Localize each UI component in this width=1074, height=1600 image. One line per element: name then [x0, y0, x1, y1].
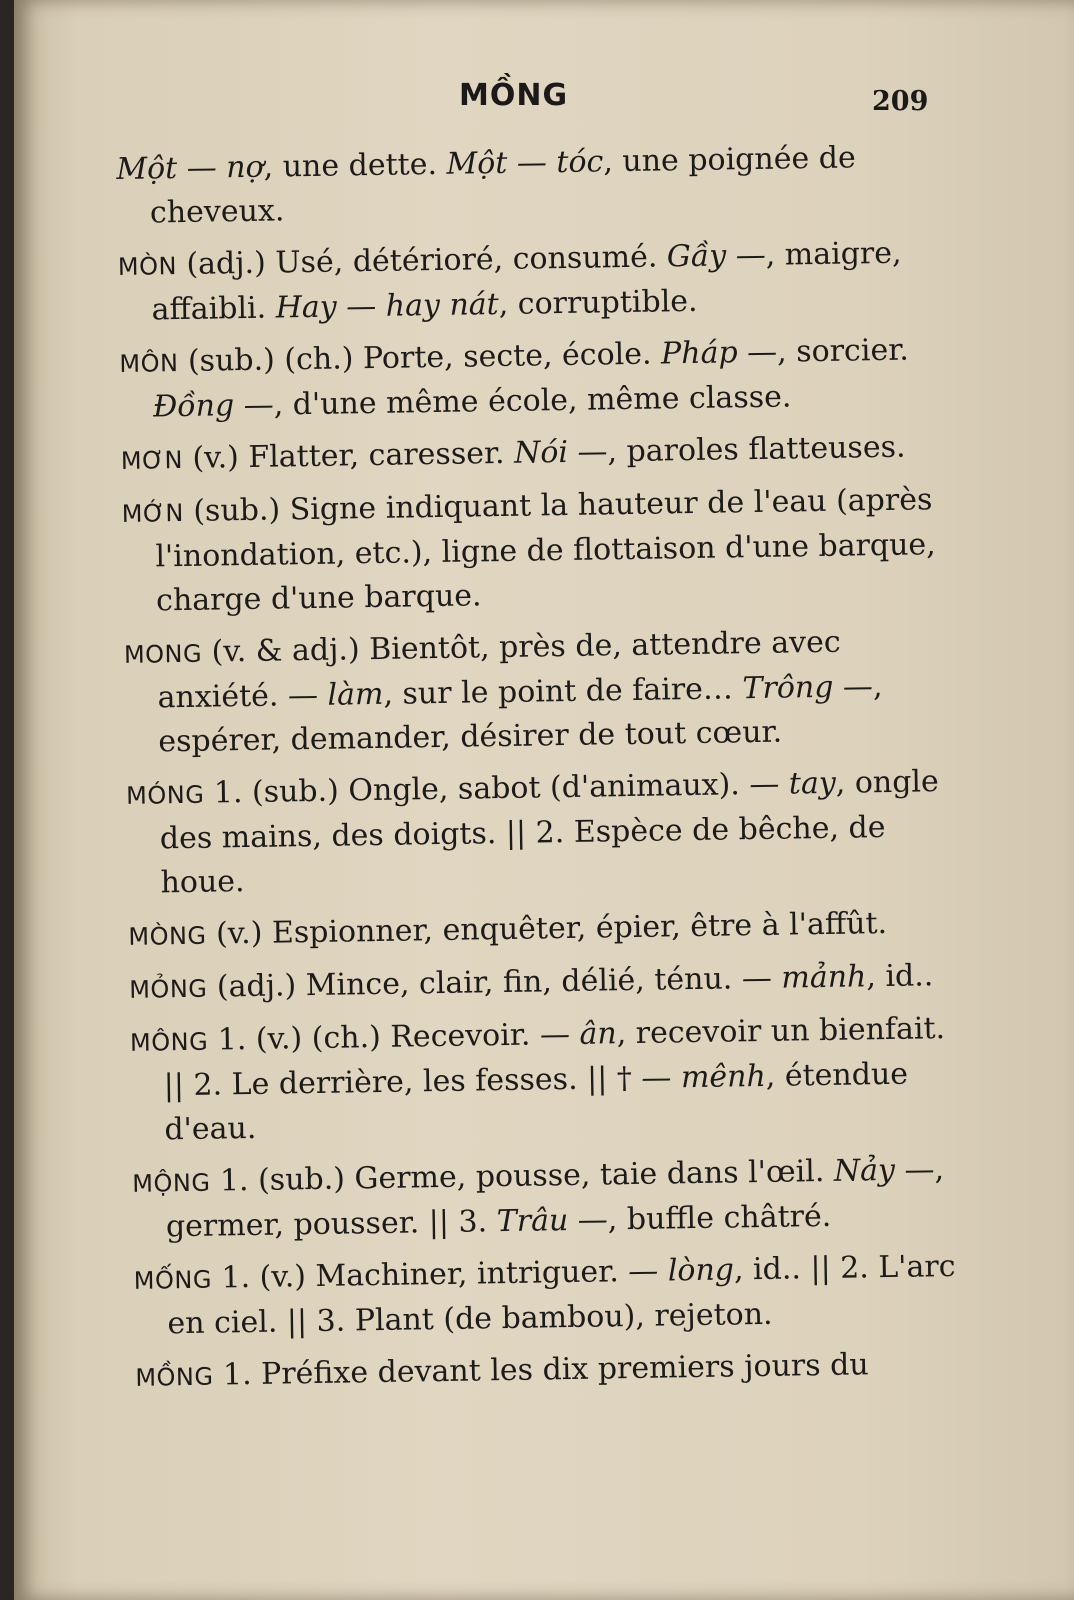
entry-text: 1. (sub.) Ongle, sabot (d'animaux).: [204, 767, 750, 811]
entry-headword: MỒNG: [135, 1362, 214, 1392]
entry-text: 1. (v.) (ch.) Recevoir.: [207, 1017, 541, 1058]
book-page: [14, 0, 1074, 1600]
entry-text: , une poignée de cheveux.: [149, 140, 856, 231]
entry-mon-circumflex: [119, 328, 950, 430]
entry-mon-horn-acute: [121, 478, 953, 624]
entry-mon-horn: [121, 425, 952, 483]
head-word: MỒNG: [459, 78, 569, 113]
entry-text: (adj.) Usé, détérioré, consumé.: [176, 239, 668, 283]
entry-example: Hay — hay nát: [275, 287, 499, 326]
entry-text: (v.) Flatter, caresser.: [182, 435, 515, 476]
entry-example: Nói —: [513, 434, 608, 471]
entry-lead-italic: Một — nợ: [116, 149, 264, 187]
entry-text: , id.. || 2. L'arc en ciel. || 3. Plant (de bambou), rejeton.: [167, 1248, 956, 1342]
entry-headword: MÒNG: [128, 921, 207, 951]
entry-headword: MỘNG: [132, 1168, 211, 1198]
entry-text: (sub.) Signe indiquant la hauteur de l'eau (après l'inondation, etc.), ligne de flottaison d'une barque, charge d'une barque.: [155, 482, 936, 619]
entry-text: 1. Préfixe devant les dix premiers jours du: [213, 1347, 869, 1393]
entry-headword: MỚN: [121, 498, 185, 528]
entry-text: , d'une même école, même classe.: [273, 379, 792, 423]
entry-example: — mảnh: [741, 959, 867, 997]
entry-text: , corruptible.: [498, 283, 698, 323]
entry-mon-grave: [118, 231, 949, 333]
entry-continuation: [116, 135, 947, 236]
entry-mong-circumflex: [130, 1007, 962, 1153]
entry-example: — mênh: [641, 1058, 767, 1096]
entry-mong-dot: [132, 1148, 963, 1250]
entry-example: — làm: [287, 676, 384, 714]
dictionary-entries: [116, 135, 966, 1408]
entry-example: Trâu —: [496, 1202, 609, 1240]
entry-example: Trông —: [742, 669, 874, 707]
entry-example: Đồng —: [152, 387, 274, 425]
entry-example: Nảy —: [833, 1152, 935, 1189]
entry-text: , ongle des mains, des doigts. || 2. Espèce de bêche, de houe.: [159, 764, 940, 901]
entry-text: , sorcier.: [776, 332, 910, 370]
entry-text: , recevoir un bienfait. || 2. Le derrière, les fesses. || †: [163, 1011, 946, 1104]
entry-mong-circumflex-acute: [133, 1245, 964, 1347]
entry-mong-grave: [128, 901, 959, 959]
entry-text: , germer, pousser. || 3.: [165, 1152, 945, 1245]
entry-text: (adj.) Mince, clair, fin, délié, ténu.: [207, 961, 743, 1005]
entry-headword: MÓNG: [125, 780, 205, 810]
entry-text: , étendue d'eau.: [164, 1056, 909, 1148]
entry-text: 1. (sub.) Germe, pousse, taie dans l'œil.: [210, 1153, 835, 1199]
entry-example: Một — tóc: [446, 144, 604, 182]
entry-headword: MÔN: [119, 349, 179, 378]
entry-example: — ân: [539, 1016, 617, 1053]
entry-mong-hook: [129, 954, 960, 1012]
entry-text: , id..: [866, 958, 934, 995]
entry-headword: MÒN: [117, 252, 178, 281]
entry-mong-acute: [126, 760, 958, 906]
entry-text: , buffle châtré.: [607, 1198, 832, 1238]
entry-text: (v.) Espionner, enquêter, épier, être à l'affût.: [206, 905, 888, 952]
entry-text: , espérer, demander, désirer de tout cœur.: [158, 669, 883, 760]
entry-headword: MỐNG: [133, 1265, 213, 1295]
entry-example: — lòng: [627, 1252, 735, 1290]
entry-mong: [124, 619, 956, 765]
entry-text: (sub.) (ch.) Porte, secte, école.: [178, 336, 662, 380]
entry-headword: MONG: [123, 639, 203, 669]
entry-text: 1. (v.) Machiner, intriguer.: [211, 1254, 629, 1296]
entry-headword: MÔNG: [129, 1027, 209, 1057]
entry-text: , paroles flatteuses.: [607, 429, 906, 470]
page-number: 209: [872, 86, 929, 117]
entry-example: Pháp —: [660, 334, 778, 372]
entry-example: — tay: [749, 765, 837, 803]
entry-mong-circumflex-grave: [135, 1342, 966, 1400]
entry-text: (v. & adj.) Bientôt, près de, attendre avec anxiété.: [157, 624, 841, 716]
running-head: [14, 78, 1074, 118]
entry-headword: MỎNG: [129, 974, 208, 1004]
entry-example: Gầy —: [666, 237, 766, 275]
entry-text: , maigre, affaibli.: [151, 235, 902, 328]
entry-text: , une dette.: [263, 146, 447, 185]
entry-text: , sur le point de faire…: [383, 671, 743, 712]
entry-headword: MƠN: [120, 445, 184, 475]
